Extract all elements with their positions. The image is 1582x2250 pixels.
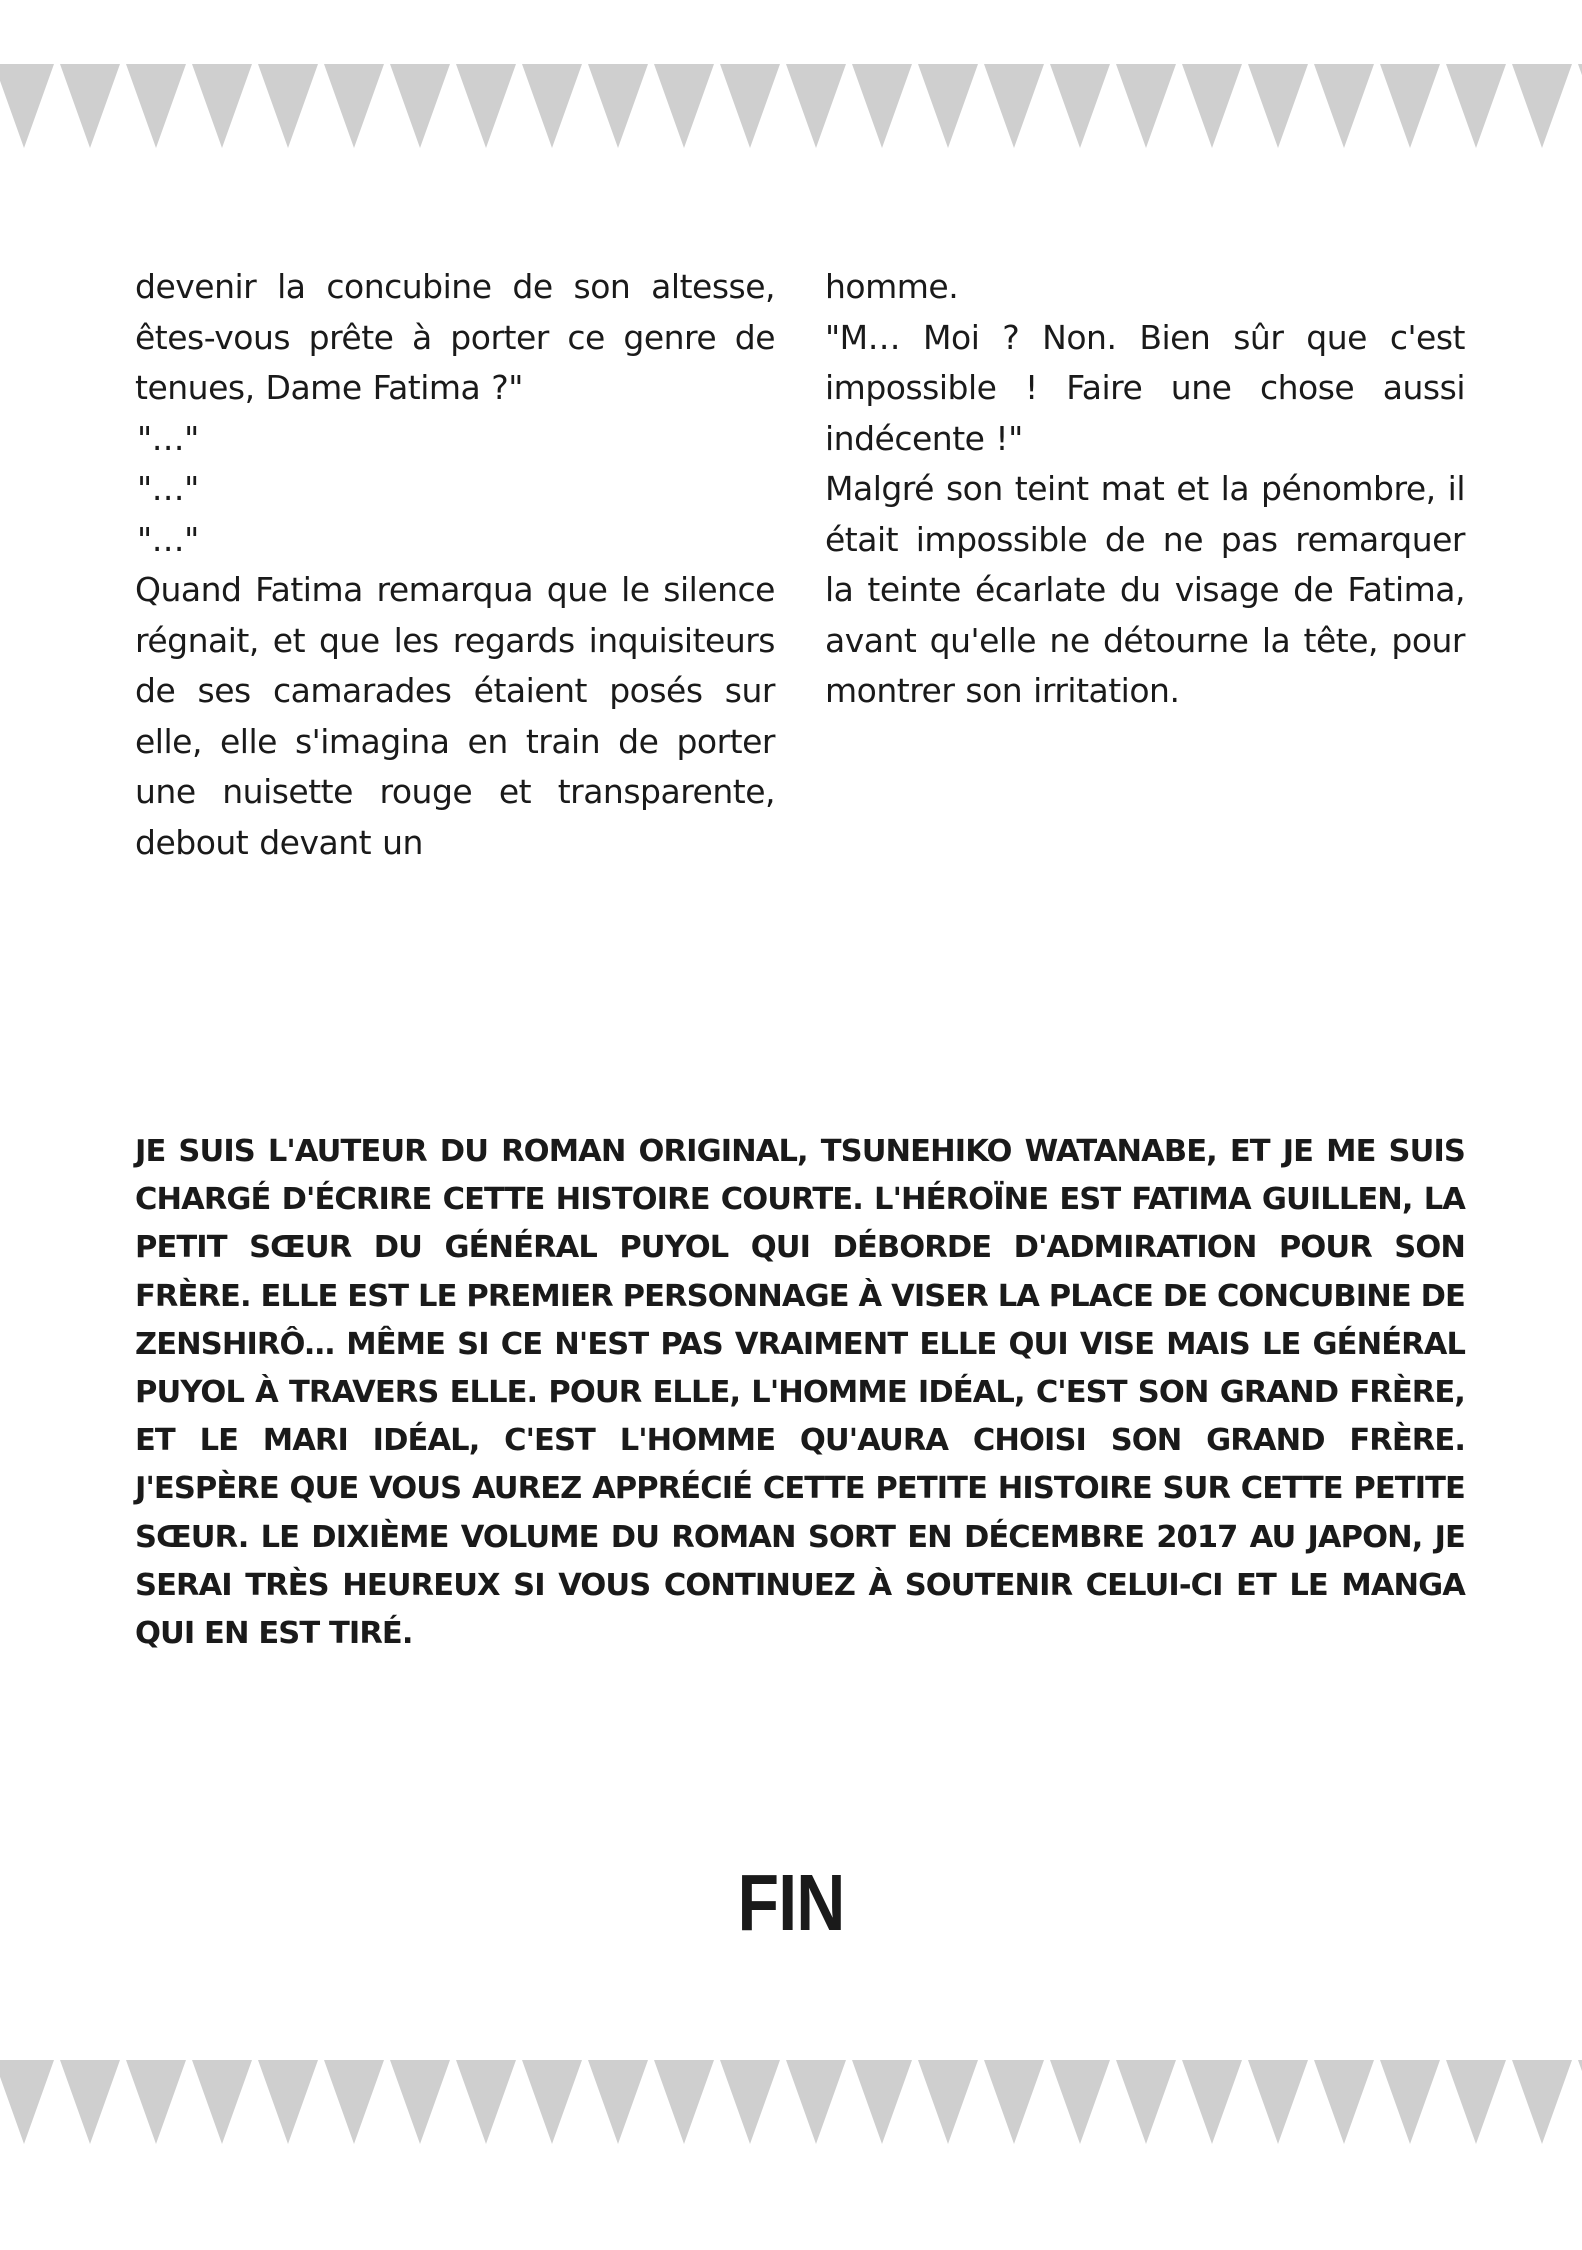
- story-right-column: [825, 262, 1465, 868]
- story-ellipsis-line: "…": [137, 418, 199, 458]
- story-left-column: [135, 262, 775, 868]
- story-paragraph: "M… Moi ? Non. Bien sûr que c'est impossible ! Faire une chose aussi indécente !": [825, 317, 1465, 458]
- bottom-triangle-pattern: [0, 2058, 1582, 2148]
- story-ellipsis-line: "…": [137, 469, 199, 508]
- story-paragraph: Malgré son teint mat et la pénombre, il était impossible de ne pas remarquer la teinte écarlate du visage de Fatima, avant qu'elle ne détourne la tête, pour montrer son irritation.: [825, 469, 1465, 710]
- story-paragraph: homme.: [825, 267, 959, 306]
- story-paragraph: devenir la concubine de son altesse, êtes-vous prête à porter ce genre de tenues, Dame Fatima ?": [135, 267, 775, 407]
- end-label: FIN: [737, 1858, 845, 1947]
- author-note: JE SUIS L'AUTEUR DU ROMAN ORIGINAL, TSUNEHIKO WATANABE, ET JE ME SUIS CHARGÉ D'ÉCRIRE CETTE HISTOIRE COURTE. L'HÉROÏNE EST FATIMA GUILLEN, LA PETIT SŒUR DU GÉNÉRAL PUYOL QUI DÉBORDE D'ADMIRATION POUR SON FRÈRE. ELLE EST LE PREMIER PERSONNAGE À VISER LA PLACE DE CONCUBINE DE ZENSHIRÔ… MÊME SI CE N'EST PAS VRAIMENT ELLE QUI VISE MAIS LE GÉNÉRAL PUYOL À TRAVERS ELLE. POUR ELLE, L'HOMME IDÉAL, C'EST SON GRAND FRÈRE, ET LE MARI IDÉAL, C'EST L'HOMME QU'AURA CHOISI SON GRAND FRÈRE. J'ESPÈRE QUE VOUS AUREZ APPRÉCIÉ CETTE PETITE HISTOIRE SUR CETTE PETITE SŒUR. LE DIXIÈME VOLUME DU ROMAN SORT EN DÉCEMBRE 2017 AU JAPON, JE SERAI TRÈS HEUREUX SI VOUS CONTINUEZ À SOUTENIR CELUI-CI ET LE MANGA QUI EN EST TIRÉ.: [135, 1134, 1465, 1652]
- story-paragraph: Quand Fatima remarqua que le silence régnait, et que les regards inquisiteurs de ses camarades étaient posés sur elle, elle s'imagina en train de porter une nuisette rouge et transparente, debout devant un: [135, 570, 775, 862]
- bottom-triangle-border: [0, 2058, 1582, 2148]
- story-ellipsis-line: "…": [137, 519, 199, 559]
- story-columns: [135, 262, 1465, 868]
- top-triangle-border: [0, 62, 1582, 152]
- top-triangle-pattern: [0, 62, 1582, 152]
